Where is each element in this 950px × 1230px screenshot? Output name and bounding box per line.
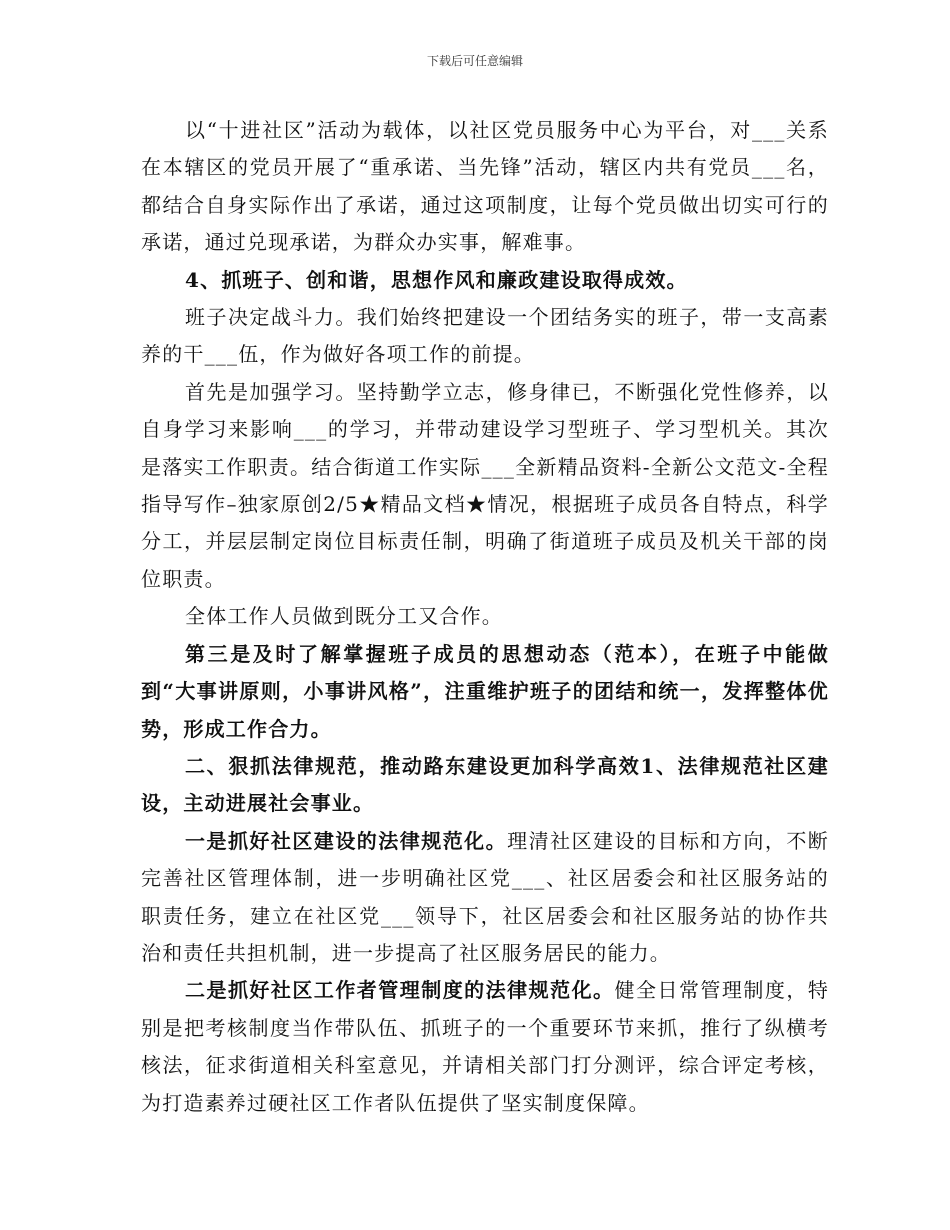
paragraph-cooperation: 全体工作人员做到既分工又合作。 bbox=[185, 604, 503, 629]
section-heading-2: 二、狠抓法律规范，推动路东建设更加科学高效1、法律规范社区建设，主动进展社会事业。 bbox=[141, 753, 829, 816]
paragraph-team: 班子决定战斗力。我们始终把建设一个团结务实的班子，带一支高素养的干___伍，作为做好各项工作的前提。 bbox=[141, 305, 829, 367]
paragraph-study: 首先是加强学习。坚持勤学立志，修身律已，不断强化党性修养，以自身学习来影响___的学习，并带动建设学习型班子、学习型机关。其次是落实工作职责。结合街道工作实际___全新精品资料-全新公文范文-全程指导写作–独家原创2/5★精品文档★情况，根据班子成员各自特点，科学分工，并层层制定岗位目标责任制，明确了街道班子成员及机关干部的岗位职责。 bbox=[141, 379, 829, 591]
paragraph-community-law bbox=[141, 823, 829, 973]
paragraph-lead-bold: 二是抓好社区工作者管理制度的法律规范化。 bbox=[185, 978, 615, 1003]
paragraph-worker-management bbox=[141, 972, 829, 1122]
document-body bbox=[141, 112, 829, 1122]
paragraph-activity: 以“十进社区”活动为载体，以社区党员服务中心为平台，对___关系在本辖区的党员开展了“重承诺、当先锋”活动，辖区内共有党员___名，都结合自身实际作出了承诺，通过这项制度，让每个党员做出切实可行的承诺，通过兑现承诺，为群众办实事，解难事。 bbox=[141, 118, 829, 255]
section-heading-4: 4、抓班子、创和谐，思想作风和廉政建设取得成效。 bbox=[185, 267, 688, 292]
paragraph-rest: 健全日常管理制度，特别是把考核制度当作带队伍、抓班子的一个重要环节来抓，推行了纵横考核法，征求街道相关科室意见，并请相关部门打分测评，综合评定考核，为打造素养过硬社区工作者队伍提供了坚实制度保障。 bbox=[141, 978, 830, 1115]
page-header: 下载后可任意编辑 bbox=[426, 54, 523, 68]
paragraph-third-point: 第三是及时了解掌握班子成员的思想动态（范本），在班子中能做到“大事讲原则，小事讲风格”，注重维护班子的团结和统一，发挥整体优势，形成工作合力。 bbox=[141, 641, 829, 741]
paragraph-rest: 理清社区建设的目标和方向，不断完善社区管理体制，进一步明确社区党___、社区居委会和社区服务站的职责任务，建立在社区党___领导下，社区居委会和社区服务站的协作共治和责任共担机制，进一步提高了社区服务居民的能力。 bbox=[141, 828, 830, 965]
paragraph-lead-bold: 一是抓好社区建设的法律规范化。 bbox=[185, 828, 508, 853]
